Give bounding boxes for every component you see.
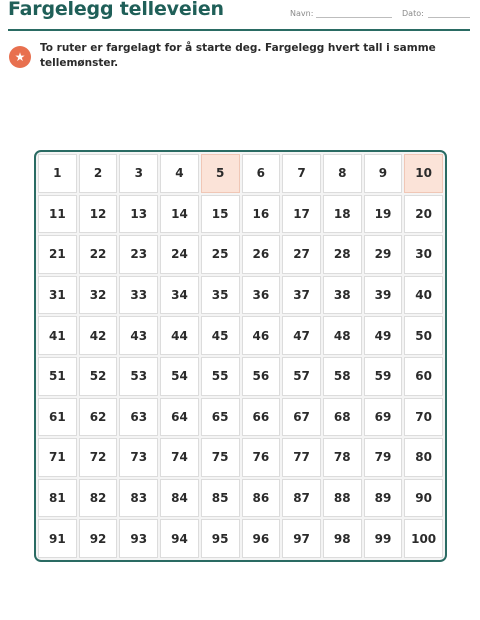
grid-cell[interactable]: 84 xyxy=(160,479,199,518)
grid-cell[interactable]: 74 xyxy=(160,438,199,477)
grid-cell[interactable]: 51 xyxy=(38,357,77,396)
grid-cell[interactable]: 14 xyxy=(160,195,199,234)
grid-cell[interactable]: 63 xyxy=(119,398,158,437)
grid-cell[interactable]: 86 xyxy=(242,479,281,518)
grid-cell[interactable]: 24 xyxy=(160,235,199,274)
grid-cell[interactable]: 93 xyxy=(119,519,158,558)
grid-cell[interactable]: 11 xyxy=(38,195,77,234)
grid-cell[interactable]: 75 xyxy=(201,438,240,477)
grid-cell[interactable]: 54 xyxy=(160,357,199,396)
grid-cell[interactable]: 97 xyxy=(282,519,321,558)
grid-cell[interactable]: 56 xyxy=(242,357,281,396)
grid-cell[interactable]: 17 xyxy=(282,195,321,234)
grid-cell[interactable]: 49 xyxy=(364,316,403,355)
grid-cell[interactable]: 96 xyxy=(242,519,281,558)
grid-cell[interactable]: 16 xyxy=(242,195,281,234)
name-label: Navn: xyxy=(290,9,314,18)
grid-cell[interactable]: 39 xyxy=(364,276,403,315)
date-label: Dato: xyxy=(402,9,424,18)
grid-cell[interactable]: 57 xyxy=(282,357,321,396)
grid-cell[interactable]: 79 xyxy=(364,438,403,477)
grid-cell-colored[interactable]: 5 xyxy=(201,154,240,193)
grid-cell[interactable]: 66 xyxy=(242,398,281,437)
grid-cell[interactable]: 82 xyxy=(79,479,118,518)
grid-cell[interactable]: 37 xyxy=(282,276,321,315)
grid-cell[interactable]: 36 xyxy=(242,276,281,315)
grid-cell[interactable]: 60 xyxy=(404,357,443,396)
grid-cell[interactable]: 83 xyxy=(119,479,158,518)
grid-cell[interactable]: 48 xyxy=(323,316,362,355)
grid-cell[interactable]: 76 xyxy=(242,438,281,477)
grid-cell[interactable]: 81 xyxy=(38,479,77,518)
grid-cell[interactable]: 30 xyxy=(404,235,443,274)
grid-cell[interactable]: 8 xyxy=(323,154,362,193)
grid-cell[interactable]: 70 xyxy=(404,398,443,437)
date-field[interactable] xyxy=(402,9,424,18)
grid-cell[interactable]: 92 xyxy=(79,519,118,558)
grid-cell[interactable]: 71 xyxy=(38,438,77,477)
grid-cell[interactable]: 85 xyxy=(201,479,240,518)
instruction-box xyxy=(8,40,472,80)
worksheet-header xyxy=(8,0,472,30)
instruction-text: To ruter er fargelagt for å starte deg. Fargelegg hvert tall i samme tellemønster. xyxy=(40,42,436,69)
grid-cell[interactable]: 73 xyxy=(119,438,158,477)
grid-cell[interactable]: 45 xyxy=(201,316,240,355)
grid-cell[interactable]: 34 xyxy=(160,276,199,315)
grid-cell[interactable]: 38 xyxy=(323,276,362,315)
grid-cell[interactable]: 72 xyxy=(79,438,118,477)
name-field[interactable] xyxy=(290,9,313,18)
grid-cell[interactable]: 26 xyxy=(242,235,281,274)
grid-cell[interactable]: 42 xyxy=(79,316,118,355)
grid-cell[interactable]: 87 xyxy=(282,479,321,518)
grid-cell[interactable]: 7 xyxy=(282,154,321,193)
grid-cell[interactable]: 77 xyxy=(282,438,321,477)
grid-cell[interactable]: 3 xyxy=(119,154,158,193)
grid-cell[interactable]: 28 xyxy=(323,235,362,274)
grid-cell[interactable]: 91 xyxy=(38,519,77,558)
grid-cell[interactable]: 15 xyxy=(201,195,240,234)
grid-cell[interactable]: 23 xyxy=(119,235,158,274)
hundreds-chart xyxy=(34,150,447,562)
grid-cell[interactable]: 13 xyxy=(119,195,158,234)
grid-cell[interactable]: 52 xyxy=(79,357,118,396)
grid-cell[interactable]: 61 xyxy=(38,398,77,437)
grid-cell[interactable]: 55 xyxy=(201,357,240,396)
grid-cell[interactable]: 1 xyxy=(38,154,77,193)
grid-cell[interactable]: 31 xyxy=(38,276,77,315)
grid-cell[interactable]: 69 xyxy=(364,398,403,437)
grid-cell[interactable]: 44 xyxy=(160,316,199,355)
grid-cell[interactable]: 94 xyxy=(160,519,199,558)
grid-cell[interactable]: 53 xyxy=(119,357,158,396)
grid-cell[interactable]: 98 xyxy=(323,519,362,558)
grid-cell[interactable]: 12 xyxy=(79,195,118,234)
grid-cell[interactable]: 89 xyxy=(364,479,403,518)
grid-cell[interactable]: 88 xyxy=(323,479,362,518)
grid-cell[interactable]: 22 xyxy=(79,235,118,274)
name-line[interactable] xyxy=(316,17,392,18)
grid-cell-colored[interactable]: 10 xyxy=(404,154,443,193)
grid-cell[interactable]: 4 xyxy=(160,154,199,193)
grid-cell[interactable]: 46 xyxy=(242,316,281,355)
grid-cell[interactable]: 95 xyxy=(201,519,240,558)
header-divider xyxy=(8,29,470,31)
grid-cell[interactable]: 43 xyxy=(119,316,158,355)
grid-cell[interactable]: 18 xyxy=(323,195,362,234)
grid-cell[interactable]: 2 xyxy=(79,154,118,193)
grid-cell[interactable]: 6 xyxy=(242,154,281,193)
grid-cell[interactable]: 100 xyxy=(404,519,443,558)
grid-cell[interactable]: 59 xyxy=(364,357,403,396)
grid-cell[interactable]: 27 xyxy=(282,235,321,274)
grid-cell[interactable]: 21 xyxy=(38,235,77,274)
date-line[interactable] xyxy=(428,17,470,18)
grid-cell[interactable]: 90 xyxy=(404,479,443,518)
grid-cell[interactable]: 47 xyxy=(282,316,321,355)
grid-cell[interactable]: 67 xyxy=(282,398,321,437)
grid-cell[interactable]: 29 xyxy=(364,235,403,274)
page-title: Fargelegg telleveien xyxy=(8,0,224,20)
grid-cell[interactable]: 80 xyxy=(404,438,443,477)
grid-cell[interactable]: 33 xyxy=(119,276,158,315)
grid-cell[interactable]: 19 xyxy=(364,195,403,234)
star-icon: ★ xyxy=(9,46,31,68)
grid-cell[interactable]: 9 xyxy=(364,154,403,193)
grid-cell[interactable]: 20 xyxy=(404,195,443,234)
grid-cell[interactable]: 99 xyxy=(364,519,403,558)
grid-cell[interactable]: 25 xyxy=(201,235,240,274)
grid-cell[interactable]: 78 xyxy=(323,438,362,477)
grid-cell[interactable]: 35 xyxy=(201,276,240,315)
number-grid xyxy=(38,154,443,558)
grid-cell[interactable]: 65 xyxy=(201,398,240,437)
grid-cell[interactable]: 40 xyxy=(404,276,443,315)
grid-cell[interactable]: 50 xyxy=(404,316,443,355)
grid-cell[interactable]: 41 xyxy=(38,316,77,355)
grid-cell[interactable]: 58 xyxy=(323,357,362,396)
grid-cell[interactable]: 64 xyxy=(160,398,199,437)
grid-cell[interactable]: 62 xyxy=(79,398,118,437)
grid-cell[interactable]: 68 xyxy=(323,398,362,437)
grid-cell[interactable]: 32 xyxy=(79,276,118,315)
